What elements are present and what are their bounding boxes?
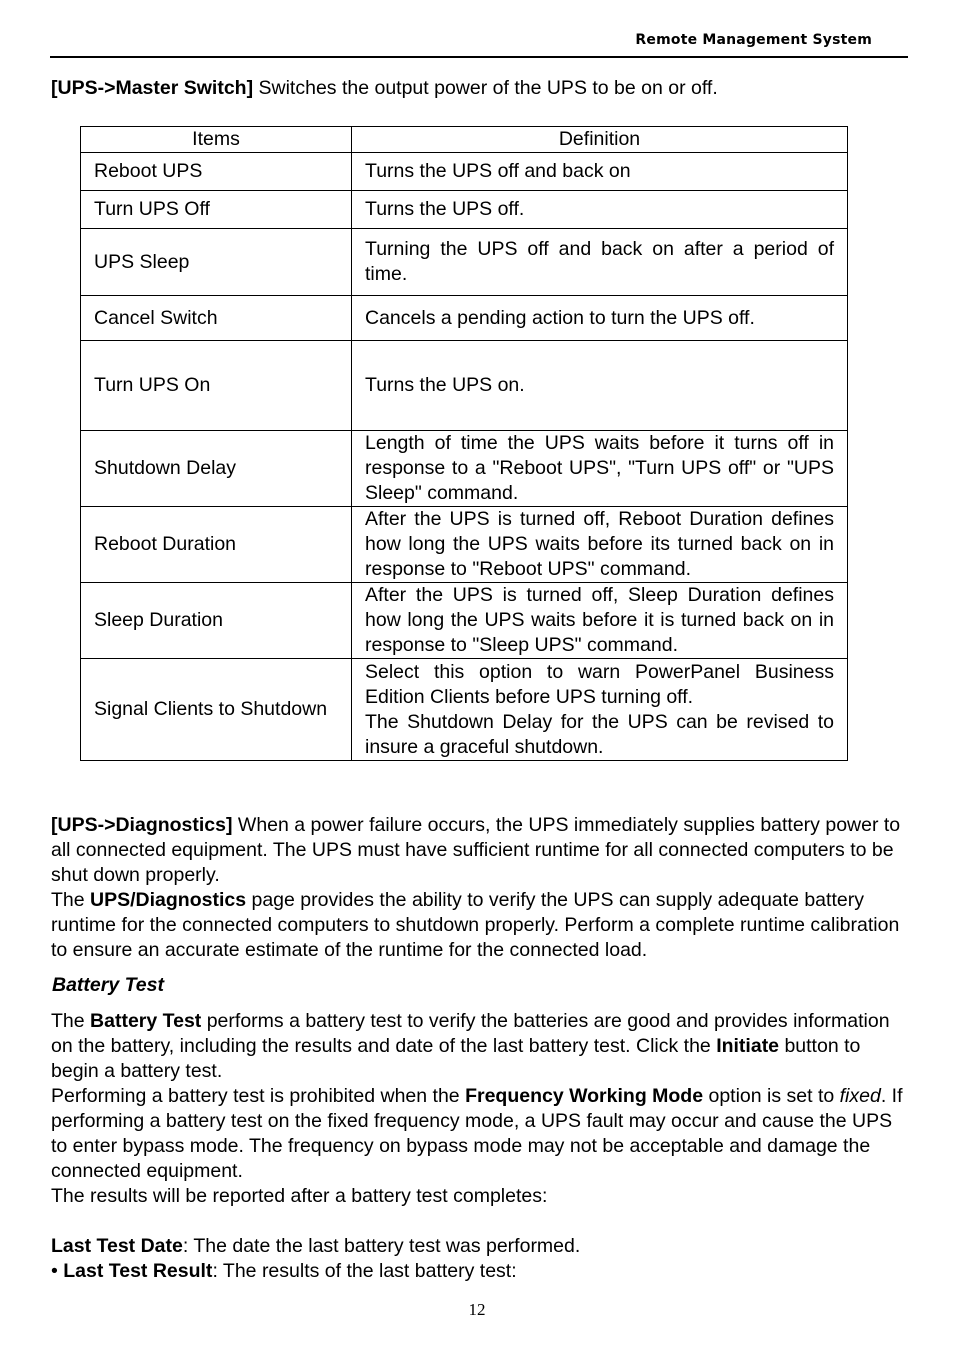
- row-definition: [352, 659, 848, 761]
- bt-p1-post: button to begin a battery test.: [51, 1035, 861, 1082]
- row-definition: Cancels a pending action to turn the UPS off.: [352, 296, 848, 341]
- row-item: Shutdown Delay: [81, 431, 352, 507]
- table-row: [81, 296, 848, 341]
- table-row: [81, 153, 848, 191]
- row-item: UPS Sleep: [81, 229, 352, 296]
- bt-p1-initiate: Initiate: [716, 1035, 780, 1057]
- diagnostics-p2-post: page provides the ability to verify the UPS can supply adequate battery runtime for the connected computers to shutdown properly. Perform a complete runtime calibration to ensure an accurate estimate of the runtime for the connected load.: [51, 889, 900, 961]
- master-switch-intro: [51, 76, 907, 101]
- last-test-info: [51, 1234, 907, 1284]
- diagnostics-intro: [51, 813, 907, 963]
- bullet: •: [51, 1260, 64, 1282]
- row-item: Signal Clients to Shutdown: [81, 659, 352, 761]
- bt-p2-pre: Performing a battery test is prohibited when the: [51, 1085, 466, 1107]
- diagnostics-p2-bold: UPS/Diagnostics: [90, 889, 247, 911]
- last-test-date-label: Last Test Date: [51, 1235, 183, 1257]
- diagnostics-text: When a power failure occurs, the UPS immediately supplies battery power to all connected equipment. The UPS must have sufficient runtime for all connected computers to be shut down properly.: [51, 814, 901, 886]
- last-test-date-text: : The date the last battery test was performed.: [182, 1235, 581, 1257]
- row-item: Sleep Duration: [81, 583, 352, 659]
- table-row: [81, 229, 848, 296]
- header-items: Items: [81, 127, 352, 153]
- bt-p2-bold: Frequency Working Mode: [465, 1085, 704, 1107]
- row-definition: Length of time the UPS waits before it turns off in response to a "Reboot UPS", "Turn UPS off" or "UPS Sleep" command.: [352, 431, 848, 507]
- table-header-row: [81, 127, 848, 153]
- diagnostics-label: [UPS->Diagnostics]: [51, 814, 233, 836]
- row-definition: After the UPS is turned off, Reboot Duration defines how long the UPS waits before its turned back on in response to "Reboot UPS" command.: [352, 507, 848, 583]
- master-switch-table: [80, 126, 848, 761]
- last-test-result-text: : The results of the last battery test:: [212, 1260, 517, 1282]
- last-test-result-label: Last Test Result: [63, 1260, 213, 1282]
- battery-test-heading: Battery Test: [52, 974, 164, 996]
- row-definition: Turns the UPS on.: [352, 341, 848, 431]
- bt-p2-post: . If performing a battery test on the fixed frequency mode, a UPS fault may occur and cause the UPS to enter bypass mode. The frequency on bypass mode may not be acceptable and damage the connected equipment.: [51, 1085, 903, 1182]
- table-row: [81, 659, 848, 761]
- row-definition: Turning the UPS off and back on after a period of time.: [352, 229, 848, 296]
- bt-p1-bold: Battery Test: [90, 1010, 202, 1032]
- row-definition: Turns the UPS off.: [352, 191, 848, 229]
- row-item: Reboot Duration: [81, 507, 352, 583]
- diagnostics-p2-pre: The: [51, 889, 91, 911]
- bt-p3: The results will be reported after a battery test completes:: [51, 1185, 548, 1207]
- table-row: [81, 583, 848, 659]
- bt-p1-pre: The: [51, 1010, 91, 1032]
- table-row: [81, 507, 848, 583]
- master-switch-text: Switches the output power of the UPS to be on or off.: [253, 77, 718, 99]
- definition-line: The Shutdown Delay for the UPS can be revised to insure a graceful shutdown.: [365, 710, 834, 758]
- bt-p1-mid: performs a battery test to verify the batteries are good and provides information on the battery, including the results and date of the last battery test. Click the: [51, 1010, 890, 1057]
- row-definition: After the UPS is turned off, Sleep Duration defines how long the UPS waits before it is turned back on in response to "Sleep UPS" command.: [352, 583, 848, 659]
- master-switch-label: [UPS->Master Switch]: [51, 77, 254, 99]
- header-rule: [50, 56, 908, 58]
- row-item: Cancel Switch: [81, 296, 352, 341]
- row-item: Turn UPS Off: [81, 191, 352, 229]
- header-definition: Definition: [352, 127, 848, 153]
- bt-p2-italic: fixed: [839, 1085, 881, 1107]
- row-definition: Turns the UPS off and back on: [352, 153, 848, 191]
- table-row: [81, 191, 848, 229]
- row-item: Reboot UPS: [81, 153, 352, 191]
- table-row: [81, 341, 848, 431]
- definition-line: Select this option to warn PowerPanel Business Edition Clients before UPS turning off.: [365, 660, 834, 708]
- row-item: Turn UPS On: [81, 341, 352, 431]
- table-row: [81, 431, 848, 507]
- page-number: 12: [468, 1300, 486, 1319]
- bt-p2-mid: option is set to: [703, 1085, 840, 1107]
- running-header: Remote Management System: [635, 32, 872, 48]
- battery-test-body: [51, 1009, 907, 1209]
